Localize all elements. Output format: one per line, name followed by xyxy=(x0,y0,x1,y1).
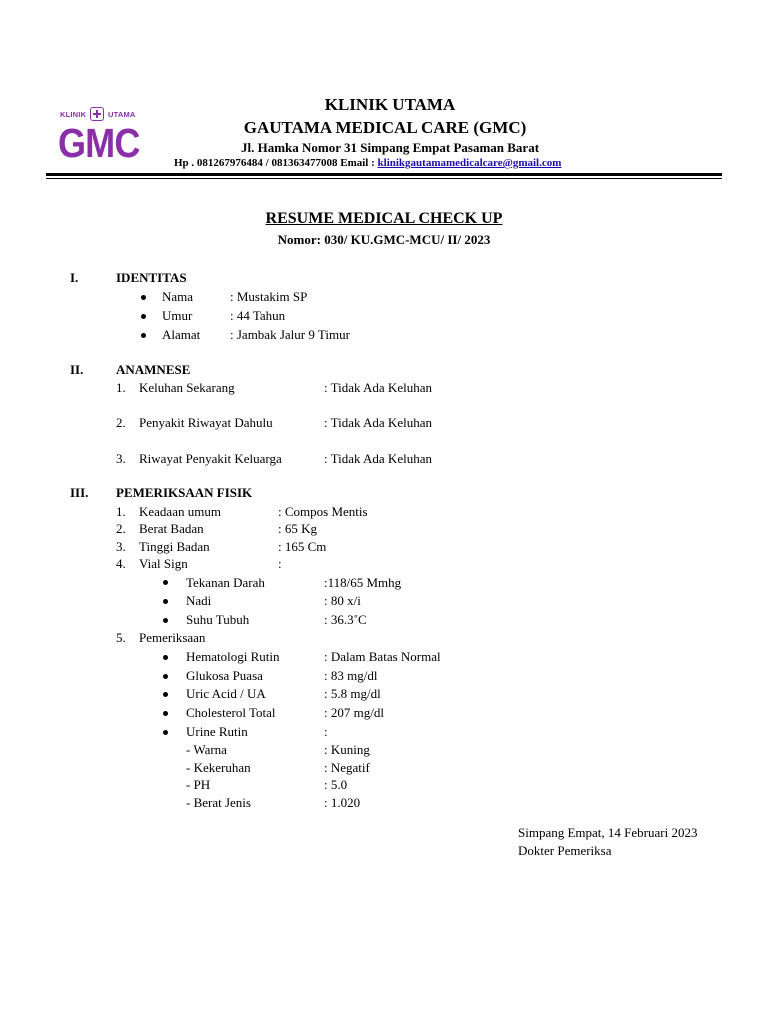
list-number: 3. xyxy=(116,451,126,466)
section-3-number: III. xyxy=(70,485,89,500)
section-1-title: IDENTITAS xyxy=(116,270,187,285)
vital-value: : 36.3˚C xyxy=(324,612,367,627)
vital-value: :118/65 Mmhg xyxy=(324,575,402,590)
vital-value: : 80 x/i xyxy=(324,593,361,608)
vital-label: Nadi xyxy=(186,593,212,608)
bullet xyxy=(163,711,168,716)
exam-label: Pemeriksaan xyxy=(139,630,206,645)
anamnese-value: : Tidak Ada Keluhan xyxy=(324,415,432,430)
list-number: 2. xyxy=(116,521,126,536)
header-rule-thin xyxy=(46,178,722,179)
list-number: 2. xyxy=(116,415,126,430)
identity-label: Nama xyxy=(162,289,194,304)
clinic-type: KLINIK UTAMA xyxy=(324,95,456,114)
urine-value: : Kuning xyxy=(324,742,370,757)
urine-label: - Warna xyxy=(186,742,227,757)
document-number: Nomor: 030/ KU.GMC-MCU/ II/ 2023 xyxy=(277,232,491,247)
bullet xyxy=(163,618,168,623)
lab-value: : xyxy=(324,724,328,739)
anamnese-label: Keluhan Sekarang xyxy=(139,380,235,395)
lab-label: Glukosa Puasa xyxy=(186,668,263,683)
urine-label: - PH xyxy=(186,777,211,792)
lab-label: Cholesterol Total xyxy=(186,705,276,720)
identity-label: Alamat xyxy=(162,327,201,342)
identity-label: Umur xyxy=(162,308,193,323)
lab-value: : 83 mg/dl xyxy=(324,668,378,683)
bullet xyxy=(163,580,168,585)
lab-label: Uric Acid / UA xyxy=(186,686,266,701)
lab-label: Hematologi Rutin xyxy=(186,649,280,664)
urine-label: - Kekeruhan xyxy=(186,760,251,775)
identity-value: : 44 Tahun xyxy=(230,308,286,323)
signer-title: Dokter Pemeriksa xyxy=(518,843,612,858)
clinic-name: GAUTAMA MEDICAL CARE (GMC) xyxy=(243,118,527,137)
urine-value: : 5.0 xyxy=(324,777,348,792)
anamnese-value: : Tidak Ada Keluhan xyxy=(324,380,432,395)
clinic-contact xyxy=(174,157,561,169)
contact-phone: Hp . 081267976484 / 081363477008 Email : xyxy=(174,157,378,169)
bullet xyxy=(141,333,146,338)
exam-label: Keadaan umum xyxy=(139,504,221,519)
logo-text-utama: UTAMA xyxy=(108,110,136,119)
place-date: Simpang Empat, 14 Februari 2023 xyxy=(518,825,698,840)
exam-value: : 65 Kg xyxy=(278,521,317,536)
urine-value: : Negatif xyxy=(324,760,370,775)
exam-label: Berat Badan xyxy=(139,521,204,536)
header-rule-thick xyxy=(46,173,722,176)
anamnese-label: Riwayat Penyakit Keluarga xyxy=(139,451,282,466)
bullet xyxy=(163,692,168,697)
list-number: 1. xyxy=(116,504,126,519)
exam-value: : xyxy=(278,556,282,571)
anamnese-label: Penyakit Riwayat Dahulu xyxy=(139,415,273,430)
logo-text-klinik: KLINIK xyxy=(60,110,87,119)
lab-value: : Dalam Batas Normal xyxy=(324,649,441,664)
vital-label: Suhu Tubuh xyxy=(186,612,250,627)
exam-value: : 165 Cm xyxy=(278,539,327,554)
email-link[interactable]: klinikgautamamedicalcare@gmail.com xyxy=(377,157,562,169)
urine-label: - Berat Jenis xyxy=(186,795,251,810)
bullet xyxy=(163,674,168,679)
exam-label: Vial Sign xyxy=(139,556,188,571)
list-number: 1. xyxy=(116,380,126,395)
list-number: 5. xyxy=(116,630,126,645)
logo-brand: GMC xyxy=(58,120,140,166)
section-2-title: ANAMNESE xyxy=(116,362,191,377)
list-number: 4. xyxy=(116,556,126,571)
vital-label: Tekanan Darah xyxy=(186,575,265,590)
identity-value: : Mustakim SP xyxy=(230,289,308,304)
bullet xyxy=(163,655,168,660)
exam-label: Tinggi Badan xyxy=(139,539,210,554)
urine-value: : 1.020 xyxy=(324,795,361,810)
section-1-number: I. xyxy=(70,270,79,285)
document-title: RESUME MEDICAL CHECK UP xyxy=(265,210,503,227)
section-3-title: PEMERIKSAAN FISIK xyxy=(116,485,253,500)
anamnese-value: : Tidak Ada Keluhan xyxy=(324,451,432,466)
bullet xyxy=(163,599,168,604)
lab-label: Urine Rutin xyxy=(186,724,248,739)
bullet xyxy=(141,314,146,319)
section-2-number: II. xyxy=(70,362,84,377)
exam-value: : Compos Mentis xyxy=(278,504,368,519)
lab-value: : 207 mg/dl xyxy=(324,705,384,720)
bullet xyxy=(141,295,146,300)
identity-value: : Jambak Jalur 9 Timur xyxy=(230,327,350,342)
lab-value: : 5.8 mg/dl xyxy=(324,686,381,701)
list-number: 3. xyxy=(116,539,126,554)
bullet xyxy=(163,730,168,735)
clinic-address: Jl. Hamka Nomor 31 Simpang Empat Pasaman Barat xyxy=(240,140,540,155)
clinic-logo xyxy=(58,107,142,165)
